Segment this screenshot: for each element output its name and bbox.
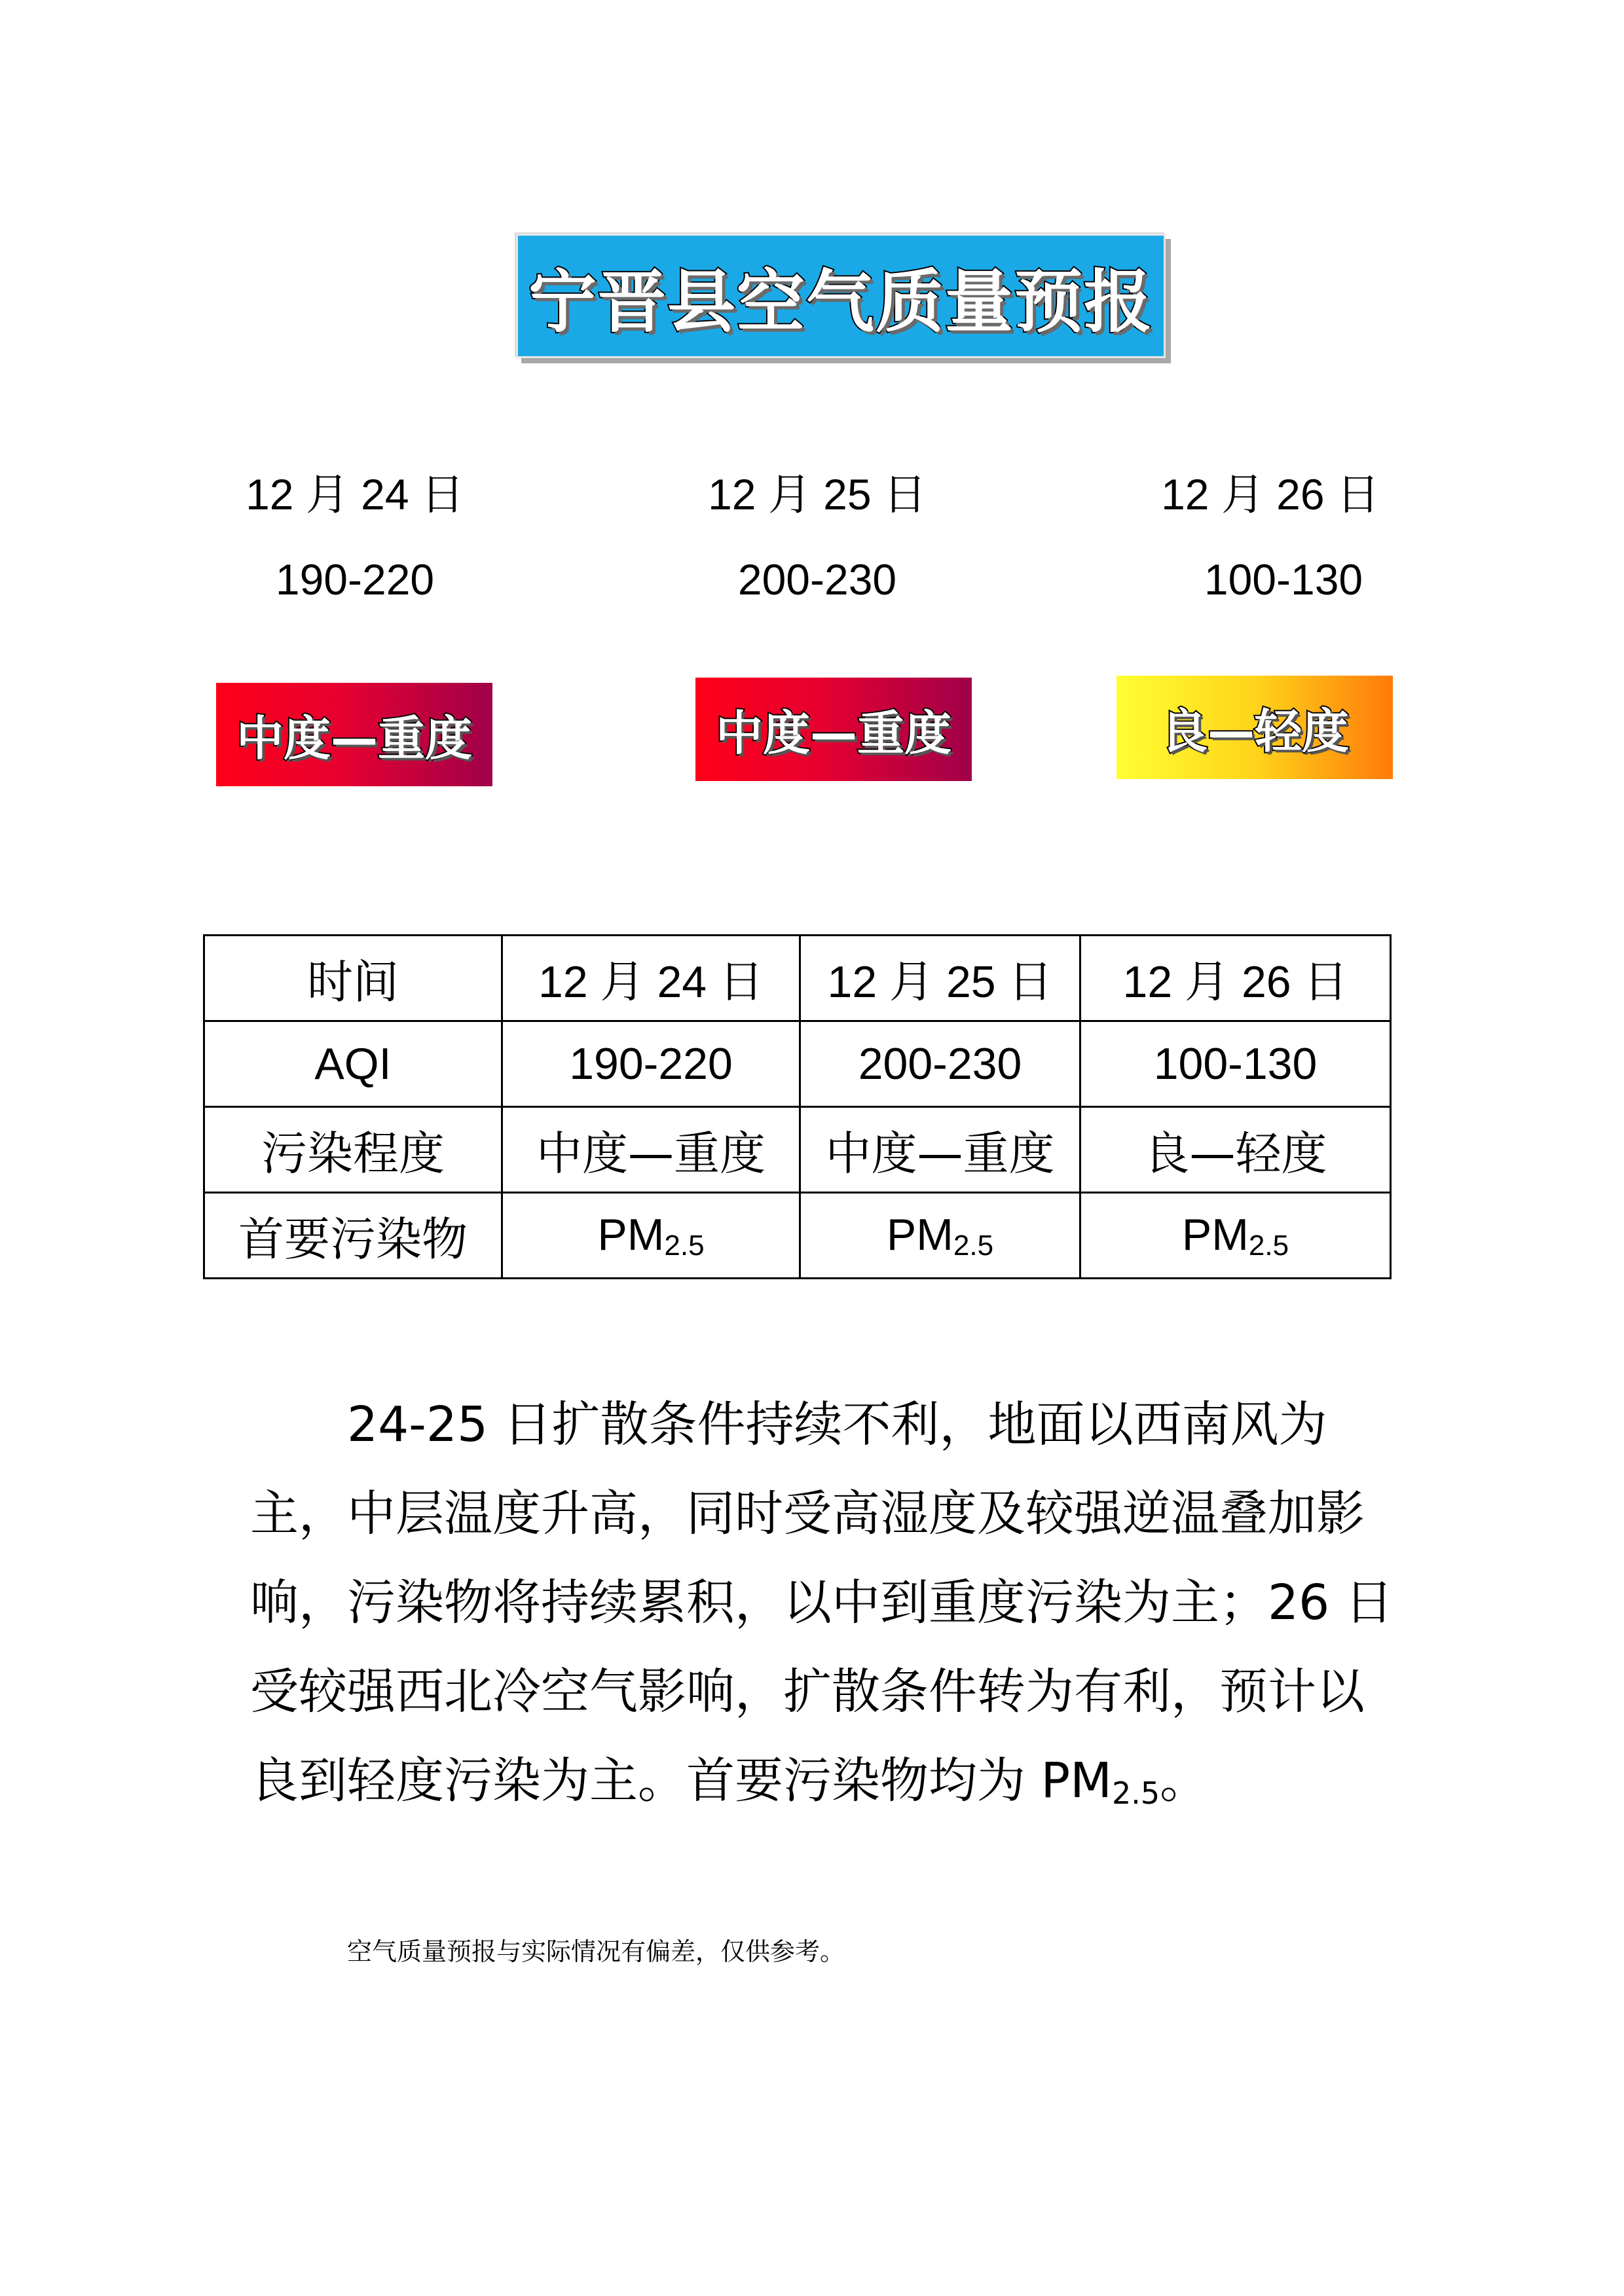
aqi-table (203, 934, 1392, 1279)
pollutant-name: PM (1181, 1209, 1249, 1260)
table-header-cell: 12 月 24 日 (502, 936, 800, 1021)
level-badge-label: 中度—重度 (715, 706, 951, 761)
page-title: 宁晋县空气质量预报 (528, 262, 1153, 342)
table-cell (800, 1193, 1080, 1279)
pollutant-name: PM (597, 1209, 665, 1260)
table-header-cell: 12 月 25 日 (800, 936, 1080, 1021)
forecast-aqi: 200-230 (737, 555, 897, 604)
forecast-aqi: 100-130 (1204, 555, 1363, 604)
table-row-label: AQI (204, 1021, 502, 1107)
table-cell: 200-230 (800, 1021, 1080, 1107)
level-badge-label: 中度—重度 (236, 711, 472, 766)
table-header-cell: 时间 (204, 936, 502, 1021)
pollutant-subscript: 2.5 (953, 1229, 994, 1262)
pollutant-name: PM (886, 1209, 953, 1260)
table-cell: 良—轻度 (1080, 1107, 1391, 1193)
table-row (204, 1107, 1391, 1193)
forecast-day-3 (1100, 465, 1441, 609)
forecast-date: 12 月 24 日 (246, 470, 464, 519)
title-banner (516, 234, 1166, 358)
pollutant-subscript: 2.5 (664, 1229, 705, 1262)
pollutant-subscript: 2.5 (1248, 1229, 1289, 1262)
forecast-day-1 (185, 465, 525, 609)
level-badge-day-3 (1116, 676, 1393, 779)
table-cell (1080, 1193, 1391, 1279)
table-header-cell: 12 月 26 日 (1080, 936, 1391, 1021)
table-cell: 100-130 (1080, 1021, 1391, 1107)
table-row (204, 1021, 1391, 1107)
table-cell: 中度—重度 (800, 1107, 1080, 1193)
level-badge-day-2 (695, 678, 972, 781)
table-row (204, 1193, 1391, 1279)
table-row-label: 污染程度 (204, 1107, 502, 1193)
table-cell: 190-220 (502, 1021, 800, 1107)
forecast-date: 12 月 26 日 (1161, 470, 1380, 519)
summary-subscript: 2.5 (1112, 1776, 1160, 1811)
forecast-summary (250, 1380, 1403, 1838)
level-badge-label: 良—轻度 (1160, 704, 1349, 759)
forecast-day-2 (647, 465, 987, 609)
forecast-aqi: 190-220 (275, 555, 435, 604)
table-row (204, 936, 1391, 1021)
level-badge-day-1 (216, 683, 492, 786)
disclaimer: 空气质量预报与实际情况有偏差，仅供参考。 (347, 1937, 845, 1966)
table-cell (502, 1193, 800, 1279)
summary-end: 。 (1160, 1753, 1209, 1809)
summary-text: 24-25 日扩散条件持续不利，地面以西南风为主，中层温度升高，同时受高湿度及较强逆温叠加影响，污染物将持续累积，以中到重度污染为主；26 日受较强西北冷空气影响，扩散条件转为有利，预计以良到轻度污染为主。首要污染物均为 PM (250, 1396, 1393, 1809)
table-row-label: 首要污染物 (204, 1193, 502, 1279)
forecast-date: 12 月 25 日 (708, 470, 927, 519)
table-cell: 中度—重度 (502, 1107, 800, 1193)
